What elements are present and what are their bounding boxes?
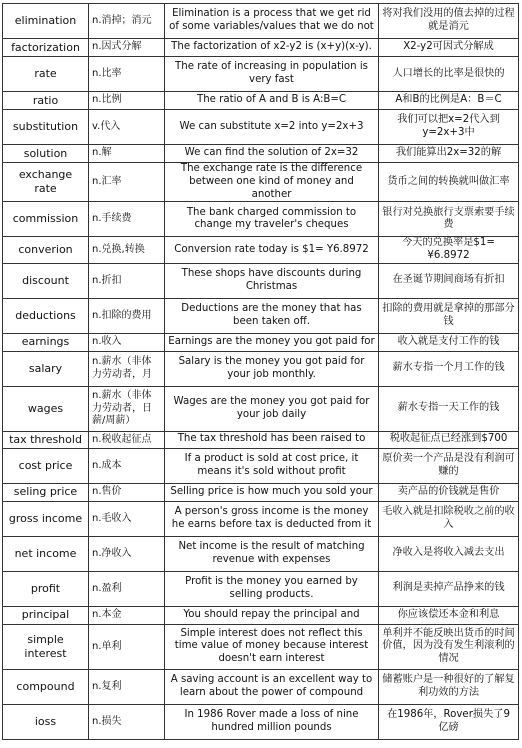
term-cell: rate: [3, 57, 89, 92]
term-cell: earnings: [3, 333, 89, 351]
example-sentence-cell: A saving account is an excellent way to learn about the power of compound: [165, 669, 379, 704]
table-row: [3, 263, 519, 298]
example-sentence-cell: Simple interest does not reflect this time value of money because interest doesn't earn interest: [165, 624, 379, 669]
translation-cell: 卖产品的价钱就是售价: [379, 483, 519, 501]
translation-cell: 将对我们没用的值去掉的过程就是消元: [379, 4, 519, 39]
term-cell: compound: [3, 669, 89, 704]
translation-cell: 今天的兑换率是$1= ¥6.8972: [379, 237, 519, 264]
example-sentence-cell: The exchange rate is the difference between one kind of money and another: [165, 163, 379, 202]
translation-cell: 毛收入就是扣除税收之前的收入: [379, 501, 519, 536]
table-row: [3, 145, 519, 163]
table-row: [3, 571, 519, 606]
part-of-speech-cell: n.收入: [89, 333, 165, 351]
table-row: [3, 4, 519, 39]
table-row: [3, 431, 519, 448]
example-sentence-cell: We can find the solution of 2x=32: [165, 145, 379, 163]
term-cell: net income: [3, 536, 89, 571]
term-cell: ratio: [3, 92, 89, 110]
part-of-speech-cell: n.薪水（非体力劳动者，日薪/周薪）: [89, 386, 165, 431]
part-of-speech-cell: n.单利: [89, 624, 165, 669]
translation-cell: 薪水专指一个月工作的钱: [379, 351, 519, 386]
part-of-speech-cell: n.比率: [89, 57, 165, 92]
table-row: [3, 448, 519, 483]
translation-cell: 货币之间的转换就叫做汇率: [379, 163, 519, 202]
translation-cell: 净收入是将收入减去支出: [379, 536, 519, 571]
part-of-speech-cell: n.比例: [89, 92, 165, 110]
part-of-speech-cell: n.手续费: [89, 202, 165, 237]
term-cell: seling price: [3, 483, 89, 501]
part-of-speech-cell: n.损失: [89, 704, 165, 739]
part-of-speech-cell: n.兑换,转换: [89, 237, 165, 264]
part-of-speech-cell: n.薪水（非体力劳动者，月: [89, 351, 165, 386]
term-cell: substitution: [3, 110, 89, 145]
part-of-speech-cell: n.扣除的费用: [89, 298, 165, 333]
term-cell: discount: [3, 263, 89, 298]
table-row: [3, 704, 519, 739]
part-of-speech-cell: n.折扣: [89, 263, 165, 298]
table-row: [3, 237, 519, 264]
example-sentence-cell: Elimination is a process that we get rid of some variables/values that we do not: [165, 4, 379, 39]
table-row: [3, 624, 519, 669]
translation-cell: 你应该偿还本金和利息: [379, 606, 519, 624]
glossary-body: [3, 4, 519, 740]
table-row: [3, 483, 519, 501]
part-of-speech-cell: v.代入: [89, 110, 165, 145]
example-sentence-cell: In 1986 Rover made a loss of nine hundred million pounds: [165, 704, 379, 739]
table-row: [3, 110, 519, 145]
table-row: [3, 669, 519, 704]
glossary-table: [2, 3, 519, 740]
example-sentence-cell: The factorization of x2-y2 is (x+y)(x-y).: [165, 39, 379, 57]
translation-cell: 储蓄账户是一种很好的了解复利功效的方法: [379, 669, 519, 704]
term-cell: converion: [3, 237, 89, 264]
translation-cell: X2-y2可因式分解成: [379, 39, 519, 57]
term-cell: exchange rate: [3, 163, 89, 202]
example-sentence-cell: The bank charged commission to change my traveler's cheques: [165, 202, 379, 237]
translation-cell: 税收起征点已经涨到$700: [379, 431, 519, 448]
example-sentence-cell: If a product is sold at cost price, it means it's sold without profit: [165, 448, 379, 483]
translation-cell: 利润是卖掉产品挣来的钱: [379, 571, 519, 606]
term-cell: simple interest: [3, 624, 89, 669]
part-of-speech-cell: n.售价: [89, 483, 165, 501]
example-sentence-cell: The ratio of A and B is A:B=C: [165, 92, 379, 110]
table-row: [3, 298, 519, 333]
translation-cell: 我们可以把x=2代入到y=2x+3中: [379, 110, 519, 145]
term-cell: solution: [3, 145, 89, 163]
example-sentence-cell: Earnings are the money you got paid for: [165, 333, 379, 351]
example-sentence-cell: Conversion rate today is $1= Y6.8972: [165, 237, 379, 264]
part-of-speech-cell: n.税收起征点: [89, 431, 165, 448]
part-of-speech-cell: n.解: [89, 145, 165, 163]
term-cell: elimination: [3, 4, 89, 39]
part-of-speech-cell: n.净收入: [89, 536, 165, 571]
part-of-speech-cell: n.复利: [89, 669, 165, 704]
part-of-speech-cell: n.汇率: [89, 163, 165, 202]
term-cell: principal: [3, 606, 89, 624]
table-row: [3, 606, 519, 624]
translation-cell: 我们能算出2x=32的解: [379, 145, 519, 163]
example-sentence-cell: Profit is the money you earned by selling products.: [165, 571, 379, 606]
table-row: [3, 202, 519, 237]
translation-cell: 单利并不能反映出货币的时间价值，因为没有发生利滚利的情况: [379, 624, 519, 669]
table-row: [3, 501, 519, 536]
example-sentence-cell: Wages are the money you got paid for your job daily: [165, 386, 379, 431]
term-cell: gross income: [3, 501, 89, 536]
translation-cell: 收入就是支付工作的钱: [379, 333, 519, 351]
part-of-speech-cell: n.消掉；消元: [89, 4, 165, 39]
table-row: [3, 536, 519, 571]
part-of-speech-cell: n.因式分解: [89, 39, 165, 57]
part-of-speech-cell: n.成本: [89, 448, 165, 483]
part-of-speech-cell: n.毛收入: [89, 501, 165, 536]
term-cell: commission: [3, 202, 89, 237]
term-cell: cost price: [3, 448, 89, 483]
term-cell: profit: [3, 571, 89, 606]
part-of-speech-cell: n.本金: [89, 606, 165, 624]
term-cell: wages: [3, 386, 89, 431]
example-sentence-cell: These shops have discounts during Christmas: [165, 263, 379, 298]
example-sentence-cell: Salary is the money you got paid for your job monthly.: [165, 351, 379, 386]
table-row: [3, 39, 519, 57]
table-row: [3, 92, 519, 110]
table-row: [3, 163, 519, 202]
table-row: [3, 57, 519, 92]
translation-cell: 扣除的费用就是拿掉的那部分钱: [379, 298, 519, 333]
term-cell: deductions: [3, 298, 89, 333]
example-sentence-cell: A person's gross income is the money he earns before tax is deducted from it: [165, 501, 379, 536]
translation-cell: 人口增长的比率是很快的: [379, 57, 519, 92]
table-row: [3, 386, 519, 431]
translation-cell: A和B的比例是A：B＝C: [379, 92, 519, 110]
example-sentence-cell: Net income is the result of matching revenue with expenses: [165, 536, 379, 571]
table-row: [3, 351, 519, 386]
term-cell: salary: [3, 351, 89, 386]
term-cell: tax threshold: [3, 431, 89, 448]
translation-cell: 银行对兑换旅行支票索要手续费: [379, 202, 519, 237]
translation-cell: 在1986年，Rover损失了9亿磅: [379, 704, 519, 739]
example-sentence-cell: The tax threshold has been raised to: [165, 431, 379, 448]
part-of-speech-cell: n.盈利: [89, 571, 165, 606]
example-sentence-cell: The rate of increasing in population is very fast: [165, 57, 379, 92]
translation-cell: 薪水专指一天工作的钱: [379, 386, 519, 431]
term-cell: ioss: [3, 704, 89, 739]
example-sentence-cell: We can substitute x=2 into y=2x+3: [165, 110, 379, 145]
example-sentence-cell: Selling price is how much you sold your: [165, 483, 379, 501]
term-cell: factorization: [3, 39, 89, 57]
table-row: [3, 333, 519, 351]
translation-cell: 在圣诞节期间商场有折扣: [379, 263, 519, 298]
translation-cell: 原价卖一个产品是没有利润可赚的: [379, 448, 519, 483]
example-sentence-cell: You should repay the principal and: [165, 606, 379, 624]
example-sentence-cell: Deductions are the money that has been taken off.: [165, 298, 379, 333]
